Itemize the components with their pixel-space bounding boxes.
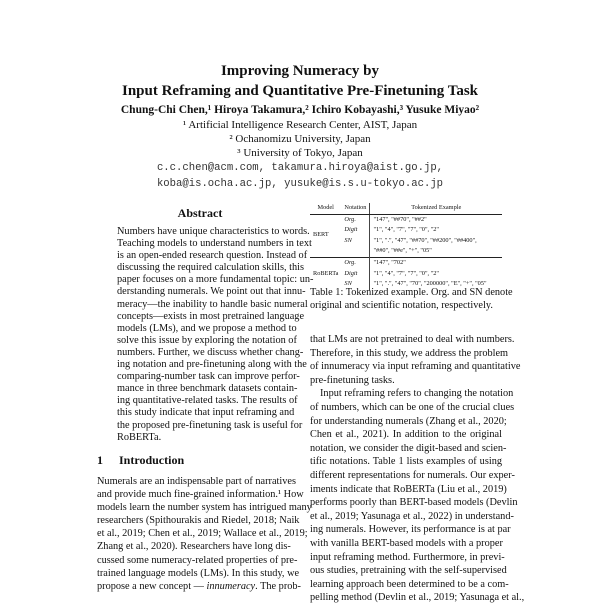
caption-line-1: Table 1: Tokenized example. Org. and SN denote <box>310 287 513 298</box>
cell-notation <box>341 246 370 257</box>
caption-line-2: original and scientific notation, respectively. <box>310 300 493 311</box>
cell-tokens: "147", "##70", "##2" <box>373 215 427 223</box>
text-line: Numerals are an indispensable part of narratives <box>97 476 296 487</box>
right-column-body <box>310 333 525 605</box>
cell-tokens: "##0", "##e", "+", "05" <box>373 247 432 255</box>
text-line: numbers. Further, we discuss whether chang- <box>117 346 304 358</box>
text-line: ing notation and pre-finetuning along with the <box>117 359 307 371</box>
section-heading-introduction <box>97 453 184 468</box>
text-line: et al., 2019; Chen et al., 2019; Wallace et al., 2019; <box>97 528 308 540</box>
text-line: ing quantitative-related tasks. The results of <box>117 395 298 407</box>
title-line-2: Input Reframing and Quantitative Pre-Finetuning Task <box>121 83 479 99</box>
cell-notation: Digit <box>341 225 370 236</box>
cell-model: RoBERTa <box>310 257 341 289</box>
cell-model: BERT <box>313 231 329 239</box>
emails <box>0 160 600 192</box>
text-line: Input reframing refers to changing the notation <box>320 388 514 400</box>
table-row <box>310 214 502 225</box>
affiliations <box>0 118 600 160</box>
cell-tokens: "147", "702" <box>370 257 502 268</box>
text-line: et al., 2019; Yasunaga et al., 2022) in understand- <box>310 510 514 522</box>
text-line: pelling method (Devlin et al., 2019; Yasunaga et al., <box>310 592 525 604</box>
text-line: this study indicate that input reframing and <box>117 407 295 419</box>
text-line: the proposed pre-finetuning task is useful for <box>117 419 303 431</box>
table-caption <box>310 286 513 312</box>
text-line: derstanding numerals. We point out that innu- <box>117 286 306 298</box>
text-line: Chen et al., 2021). In addition to the original <box>310 429 502 441</box>
text-line: learning approach been determined to be a com- <box>310 578 509 590</box>
email-line-1: c.c.chen@acm.com, takamura.hiroya@aist.go.jp, <box>156 162 444 174</box>
text-line: Numbers have unique characteristics to words. <box>117 226 310 237</box>
col-header-model: Model <box>310 203 341 214</box>
cell-tokens: "1", "4", "7", "7", "0", "2" <box>373 226 439 234</box>
table-1 <box>310 203 502 290</box>
text-line: Teaching models to understand numbers in text <box>117 238 312 250</box>
text-line: of numbers, which can be one of the crucial clues <box>310 401 515 413</box>
text-line: researchers (Spithourakis and Riedel, 2018; Naik <box>97 515 300 527</box>
text-line: pre-finetuning tasks. <box>310 374 395 386</box>
text-line: for understanding numerals (Zhang et al., 2020; <box>310 415 507 427</box>
col-header-tokenized: Tokenized Example <box>370 203 502 214</box>
cell-notation: SN <box>341 236 370 247</box>
text-line: Therefore, in this study, we address the problem <box>310 347 509 359</box>
title-line-1: Improving Numeracy by <box>220 63 380 79</box>
text-line: solve this issue by exploring the notation of <box>117 334 297 346</box>
abstract-heading: Abstract <box>177 206 223 220</box>
paper-title <box>0 61 600 101</box>
text-line: RoBERTa. <box>117 431 162 443</box>
text-line: of innumeracy via input reframing and quantitative <box>310 361 521 373</box>
text-line: different representations for numerals. Our exper- <box>310 469 515 481</box>
affiliation-1: ¹ Artificial Intelligence Research Center, AIST, Japan <box>182 119 418 131</box>
cell-tokens: "1", ".", "47", "##70", "##200", "##400", <box>373 236 477 244</box>
text-line: that LMs are not pretrained to deal with numbers. <box>310 334 515 345</box>
text-line: performs poorly than BERT-based models (Devlin <box>310 497 518 509</box>
text-line: mance in three benchmark datasets contain- <box>117 383 298 395</box>
text-line: with vanilla BERT-based models with a proper <box>310 537 503 549</box>
cell-tokens: "1", "4", "7", "7", "0", "2" <box>373 269 439 277</box>
text-line: is an open-ended research question. Instead of <box>117 250 308 262</box>
cell-notation: Org. <box>341 257 370 268</box>
cell-tokens: "1", ".", "47", "70", "200000", "E", "+", "05" <box>373 280 487 288</box>
section-number: 1 <box>97 453 103 467</box>
introduction-body <box>97 475 312 593</box>
text-line: and provide much fine-grained information.¹ How <box>97 489 304 501</box>
text-line: ous studies, pretraining with the self-supervised <box>310 565 507 577</box>
text-line: models learn the number system has intrigued many <box>97 502 312 514</box>
email-line-2: koba@is.ocha.ac.jp, yusuke@is.s.u-tokyo.ac.jp <box>156 178 444 190</box>
text-line: tific notations. Table 1 lists examples of using <box>310 456 502 468</box>
text-line: comparing-number task can improve perfor- <box>117 371 300 383</box>
text-line: notation, we consider the digit-based and scien- <box>310 442 507 454</box>
text-line: models (LMs), and we propose a method to <box>117 322 297 334</box>
text-line: input reframing method. Furthermore, in previ- <box>310 551 505 563</box>
text-line: iments indicate that RoBERTa (Liu et al., 2019) <box>310 483 507 495</box>
text-line: paper focuses on a more fundamental topic: un- <box>117 274 314 286</box>
affiliation-3: ³ University of Tokyo, Japan <box>237 147 363 159</box>
affiliation-2: ² Ochanomizu University, Japan <box>229 133 371 145</box>
text-line: ing numerals. However, its performance is at par <box>310 524 511 536</box>
text-line: cussed some numeracy-related properties of pre- <box>97 554 298 566</box>
text-line: trained language models (LMs). In this study, we <box>97 567 300 579</box>
authors: Chung-Chi Chen,¹ Hiroya Takamura,² Ichiro Kobayashi,³ Yusuke Miyao² <box>120 104 480 116</box>
text-line: concepts—exists in most pretrained language <box>117 310 305 322</box>
abstract-body <box>117 226 314 444</box>
text-line: Zhang et al., 2020). Researchers have long dis- <box>97 541 291 553</box>
cell-notation: Digit <box>341 269 370 280</box>
cell-notation: SN <box>341 279 370 290</box>
cell-notation: Org. <box>341 214 370 225</box>
text-line: discussing the required calculation skills, this <box>117 262 305 274</box>
table-row <box>310 257 502 268</box>
text-line: propose a new concept — innumeracy. The prob- <box>97 580 301 592</box>
section-title: Introduction <box>119 453 185 467</box>
col-header-notation: Notation <box>341 203 370 214</box>
text-line: meracy—the inability to handle basic numeral <box>117 298 308 310</box>
